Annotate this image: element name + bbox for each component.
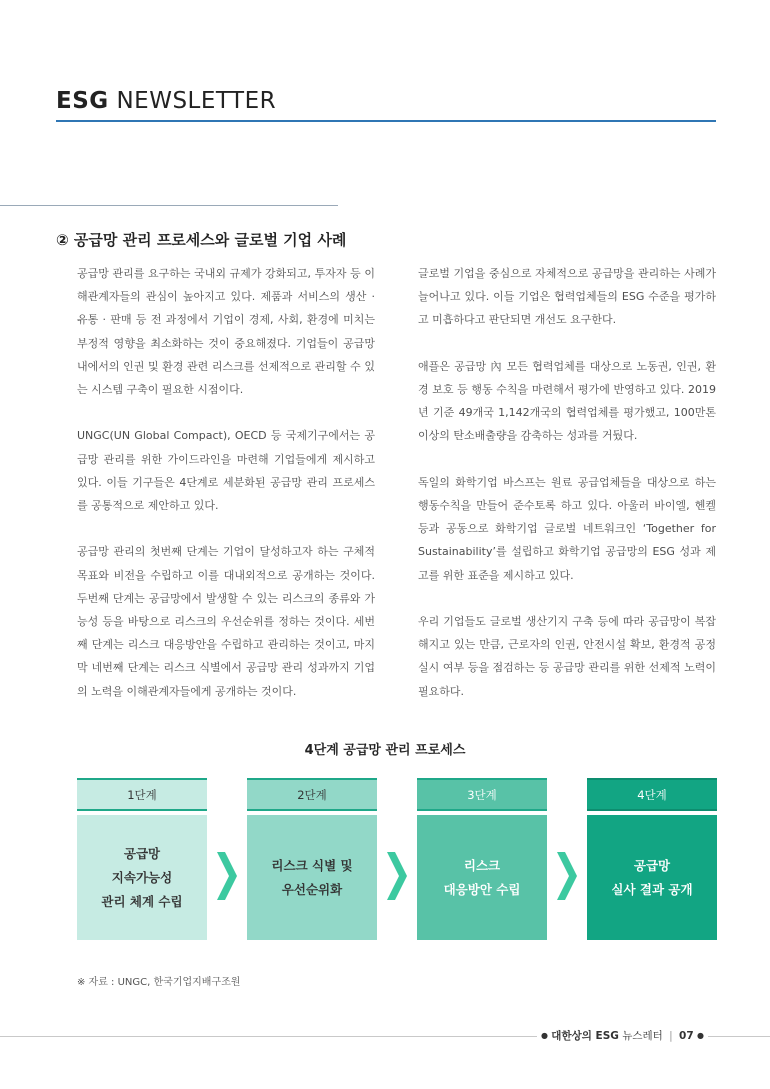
- paragraph: 애플은 공급망 內 모든 협력업체를 대상으로 노동권, 인권, 환경 보호 등 행동 수칙을 마련해서 평가에 반영하고 있다. 2019년 기준 49개국 1,142개국의 협력업체를 평가했고, 100만톤 이상의 탄소배출량을 감축하는 성과를 거뒀다.: [418, 359, 716, 443]
- chevron-right-icon: [387, 852, 407, 900]
- stage-4-box: [587, 815, 717, 940]
- paragraph: 우리 기업들도 글로벌 생산기지 구축 등에 따라 공급망이 복잡해지고 있는 만큼, 근로자의 인권, 안전시설 확보, 환경적 공정 실시 여부 등을 점검하는 등 공급망 관리를 위한 선제적 노력이 필요하다.: [418, 615, 716, 698]
- footer-separator: |: [669, 1030, 673, 1042]
- left-column: [77, 262, 375, 726]
- bullet-icon: ●: [697, 1031, 704, 1040]
- paragraph: 공급망 관리를 요구하는 국내외 규제가 강화되고, 투자자 등 이해관계자들의 관심이 높아지고 있다. 제품과 서비스의 생산 · 유통 · 판매 등 전 과정에서 기업이 경제, 사회, 환경에 미치는 부정적 영향을 최소화하는 것이 중요해졌다. 기업들이 공급망 내에서의 인권 및 환경 관련 리스크를 선제적으로 관리할 수 있는 시스템 구축이 필요한 시점이다.: [77, 267, 375, 397]
- footer-publication: 대한상의 ESG: [551, 1030, 619, 1042]
- section-divider: [0, 205, 338, 206]
- stage-3-box: [417, 815, 547, 940]
- stage-4-label: 4단계: [587, 778, 717, 811]
- stage-4-line: 공급망: [633, 857, 671, 873]
- source-note: ※ 자료 : UNGC, 한국기업지배구조원: [77, 977, 241, 988]
- stage-4-line: 실사 결과 공개: [611, 881, 693, 897]
- stage-1-line: 관리 체계 수립: [101, 893, 183, 909]
- paragraph: UNGC(UN Global Compact), OECD 등 국제기구에서는 공급망 관리를 위한 가이드라인을 마련해 기업들에게 제시하고 있다. 이들 기구들은 4단계로 세분화된 공급망 관리 프로세스를 공통적으로 제안하고 있다.: [77, 429, 375, 513]
- diagram-title: 4단계 공급망 관리 프로세스: [304, 743, 466, 758]
- header-newsletter: NEWSLETTER: [116, 88, 277, 114]
- stage-1-box: [77, 815, 207, 940]
- footer-suffix: 뉴스레터: [622, 1030, 663, 1042]
- paragraph: 독일의 화학기업 바스프는 원료 공급업체들을 대상으로 하는 행동수칙을 만들어 준수토록 하고 있다. 아울러 바이엘, 헨켈 등과 공동으로 화학기업 글로벌 네트워크인 ‘Together for Sustainability’를 설립하고 화학기업 공급망의 ESG 성과 제고를 위한 표준을 제시하고 있다.: [418, 475, 716, 582]
- paragraph: 공급망 관리의 첫번째 단계는 기업이 달성하고자 하는 구체적 목표와 비전을 수립하고 이를 대내외적으로 공개하는 것이다. 두번째 단계는 공급망에서 발생할 수 있는 리스크의 종류와 가능성 등을 바탕으로 리스크의 우선순위를 정하는 것이다. 세번째 단계는 리스크 대응방안을 수립하고 관리하는 것이고, 마지막 네번째 단계는 리스크 식별에서 공급망 관리 성과까지 기업의 노력을 이해관계자들에게 공개하는 것이다.: [77, 545, 375, 698]
- stage-2-box: [247, 815, 377, 940]
- right-column: [418, 262, 716, 726]
- stage-1-label: 1단계: [77, 778, 207, 811]
- stage-2-line: 리스크 식별 및: [271, 857, 353, 873]
- chevron-right-icon: [217, 852, 237, 900]
- bullet-icon: ●: [540, 1031, 548, 1040]
- section-title: ② 공급망 관리 프로세스와 글로벌 기업 사례: [56, 231, 347, 249]
- stage-3-label: 3단계: [417, 778, 547, 811]
- header-divider: [56, 120, 716, 122]
- arrow-shape: [387, 852, 407, 900]
- stage-1-line: 지속가능성: [111, 869, 173, 885]
- newsletter-header: [56, 88, 276, 114]
- stage-1-line: 공급망: [123, 845, 161, 861]
- arrow-shape: [557, 852, 577, 900]
- paragraph: 글로벌 기업을 중심으로 자체적으로 공급망을 관리하는 사례가 늘어나고 있다. 이들 기업은 협력업체들의 ESG 수준을 평가하고 미흡하다고 판단되면 개선도 요구한다.: [418, 267, 716, 327]
- stage-2-line: 우선순위화: [281, 881, 343, 897]
- stage-3-line: 리스크: [463, 857, 501, 873]
- stage-2-label: 2단계: [247, 778, 377, 811]
- page-number: 07: [679, 1030, 694, 1042]
- arrow-shape: [217, 852, 237, 900]
- page-footer: [537, 1028, 708, 1043]
- header-esg: ESG: [56, 88, 109, 114]
- stage-3-line: 대응방안 수립: [443, 881, 521, 897]
- chevron-right-icon: [557, 852, 577, 900]
